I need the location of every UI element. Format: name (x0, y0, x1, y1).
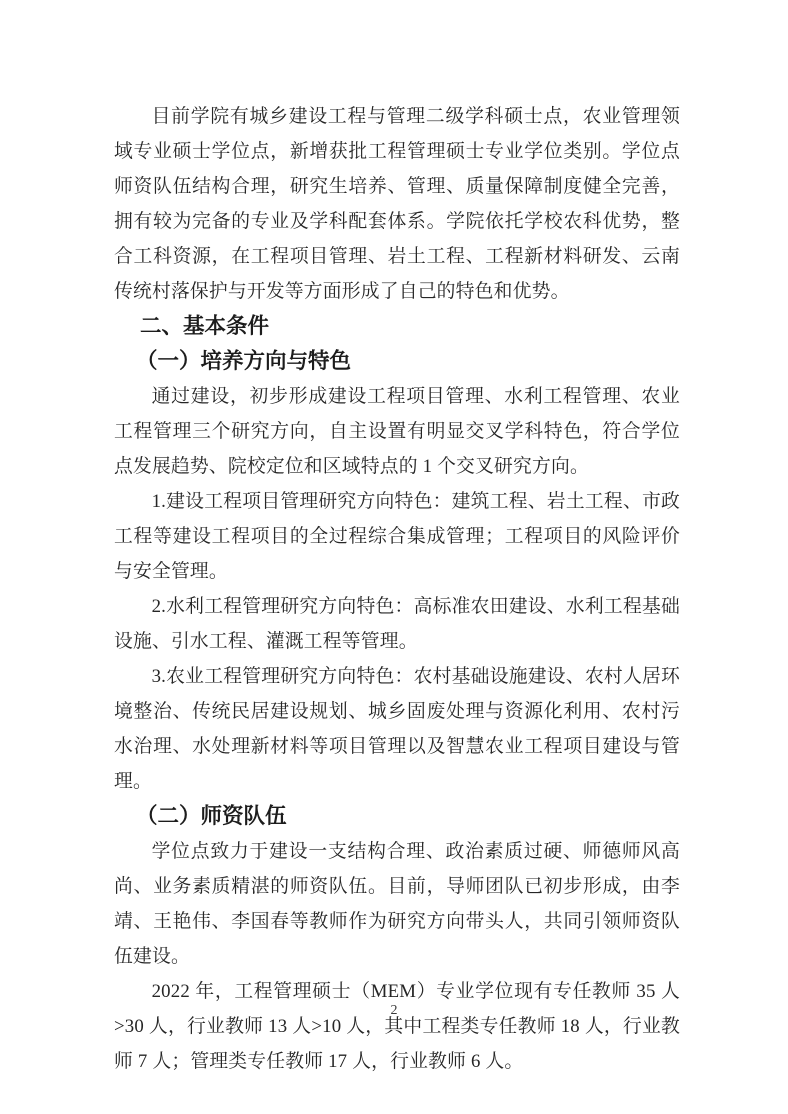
section-heading-basic-conditions: 二、基本条件 (140, 314, 270, 338)
paragraph-faculty-team: 学位点致力于建设一支结构合理、政治素质过硬、师德师风高尚、业务素质精湛的师资队伍。目前，导师团队已初步形成，由李靖、王艳伟、李国春等教师作为研究方向带头人，共同引领师资队伍建设。 (114, 841, 680, 967)
subsection-heading-faculty: （二）师资队伍 (136, 804, 287, 828)
paragraph-direction-3-agriculture: 3.农业工程管理研究方向特色：农村基础设施建设、农村人居环境整治、传统民居建设规划、城乡固废处理与资源化利用、农村污水治理、水处理新材料等项目管理以及智慧农业工程项目建设与管理。 (114, 666, 680, 792)
document-content (114, 99, 680, 1079)
paragraph-training-direction-intro: 通过建设，初步形成建设工程项目管理、水利工程管理、农业工程管理三个研究方向，自主设置有明显交叉学科特色，符合学位点发展趋势、院校定位和区域特点的 1 个交叉研究方向。 (114, 386, 680, 477)
paragraph-faculty-statistics: 2022 年，工程管理硕士（MEM）专业学位现有专任教师 35 人>30 人，行业教师 13 人>10 人，其中工程类专任教师 18 人，行业教师 7 人；管理类专任教师 17 人，行业教师 6 人。 (114, 981, 680, 1072)
subsection-heading-training-direction: （一）培养方向与特色 (136, 349, 352, 373)
page-number: 2 (390, 1003, 398, 1018)
paragraph-overview: 目前学院有城乡建设工程与管理二级学科硕士点，农业管理领域专业硕士学位点，新增获批工程管理硕士专业学位类别。学位点师资队伍结构合理，研究生培养、管理、质量保障制度健全完善，拥有较为完备的专业及学科配套体系。学院依托学校农科优势，整合工科资源，在工程项目管理、岩土工程、工程新材料研发、云南传统村落保护与开发等方面形成了自己的特色和优势。 (114, 106, 680, 302)
paragraph-direction-2-water: 2.水利工程管理研究方向特色：高标准农田建设、水利工程基础设施、引水工程、灌溉工程等管理。 (114, 596, 680, 652)
paragraph-direction-1-construction: 1.建设工程项目管理研究方向特色：建筑工程、岩土工程、市政工程等建设工程项目的全过程综合集成管理；工程项目的风险评价与安全管理。 (114, 491, 680, 582)
